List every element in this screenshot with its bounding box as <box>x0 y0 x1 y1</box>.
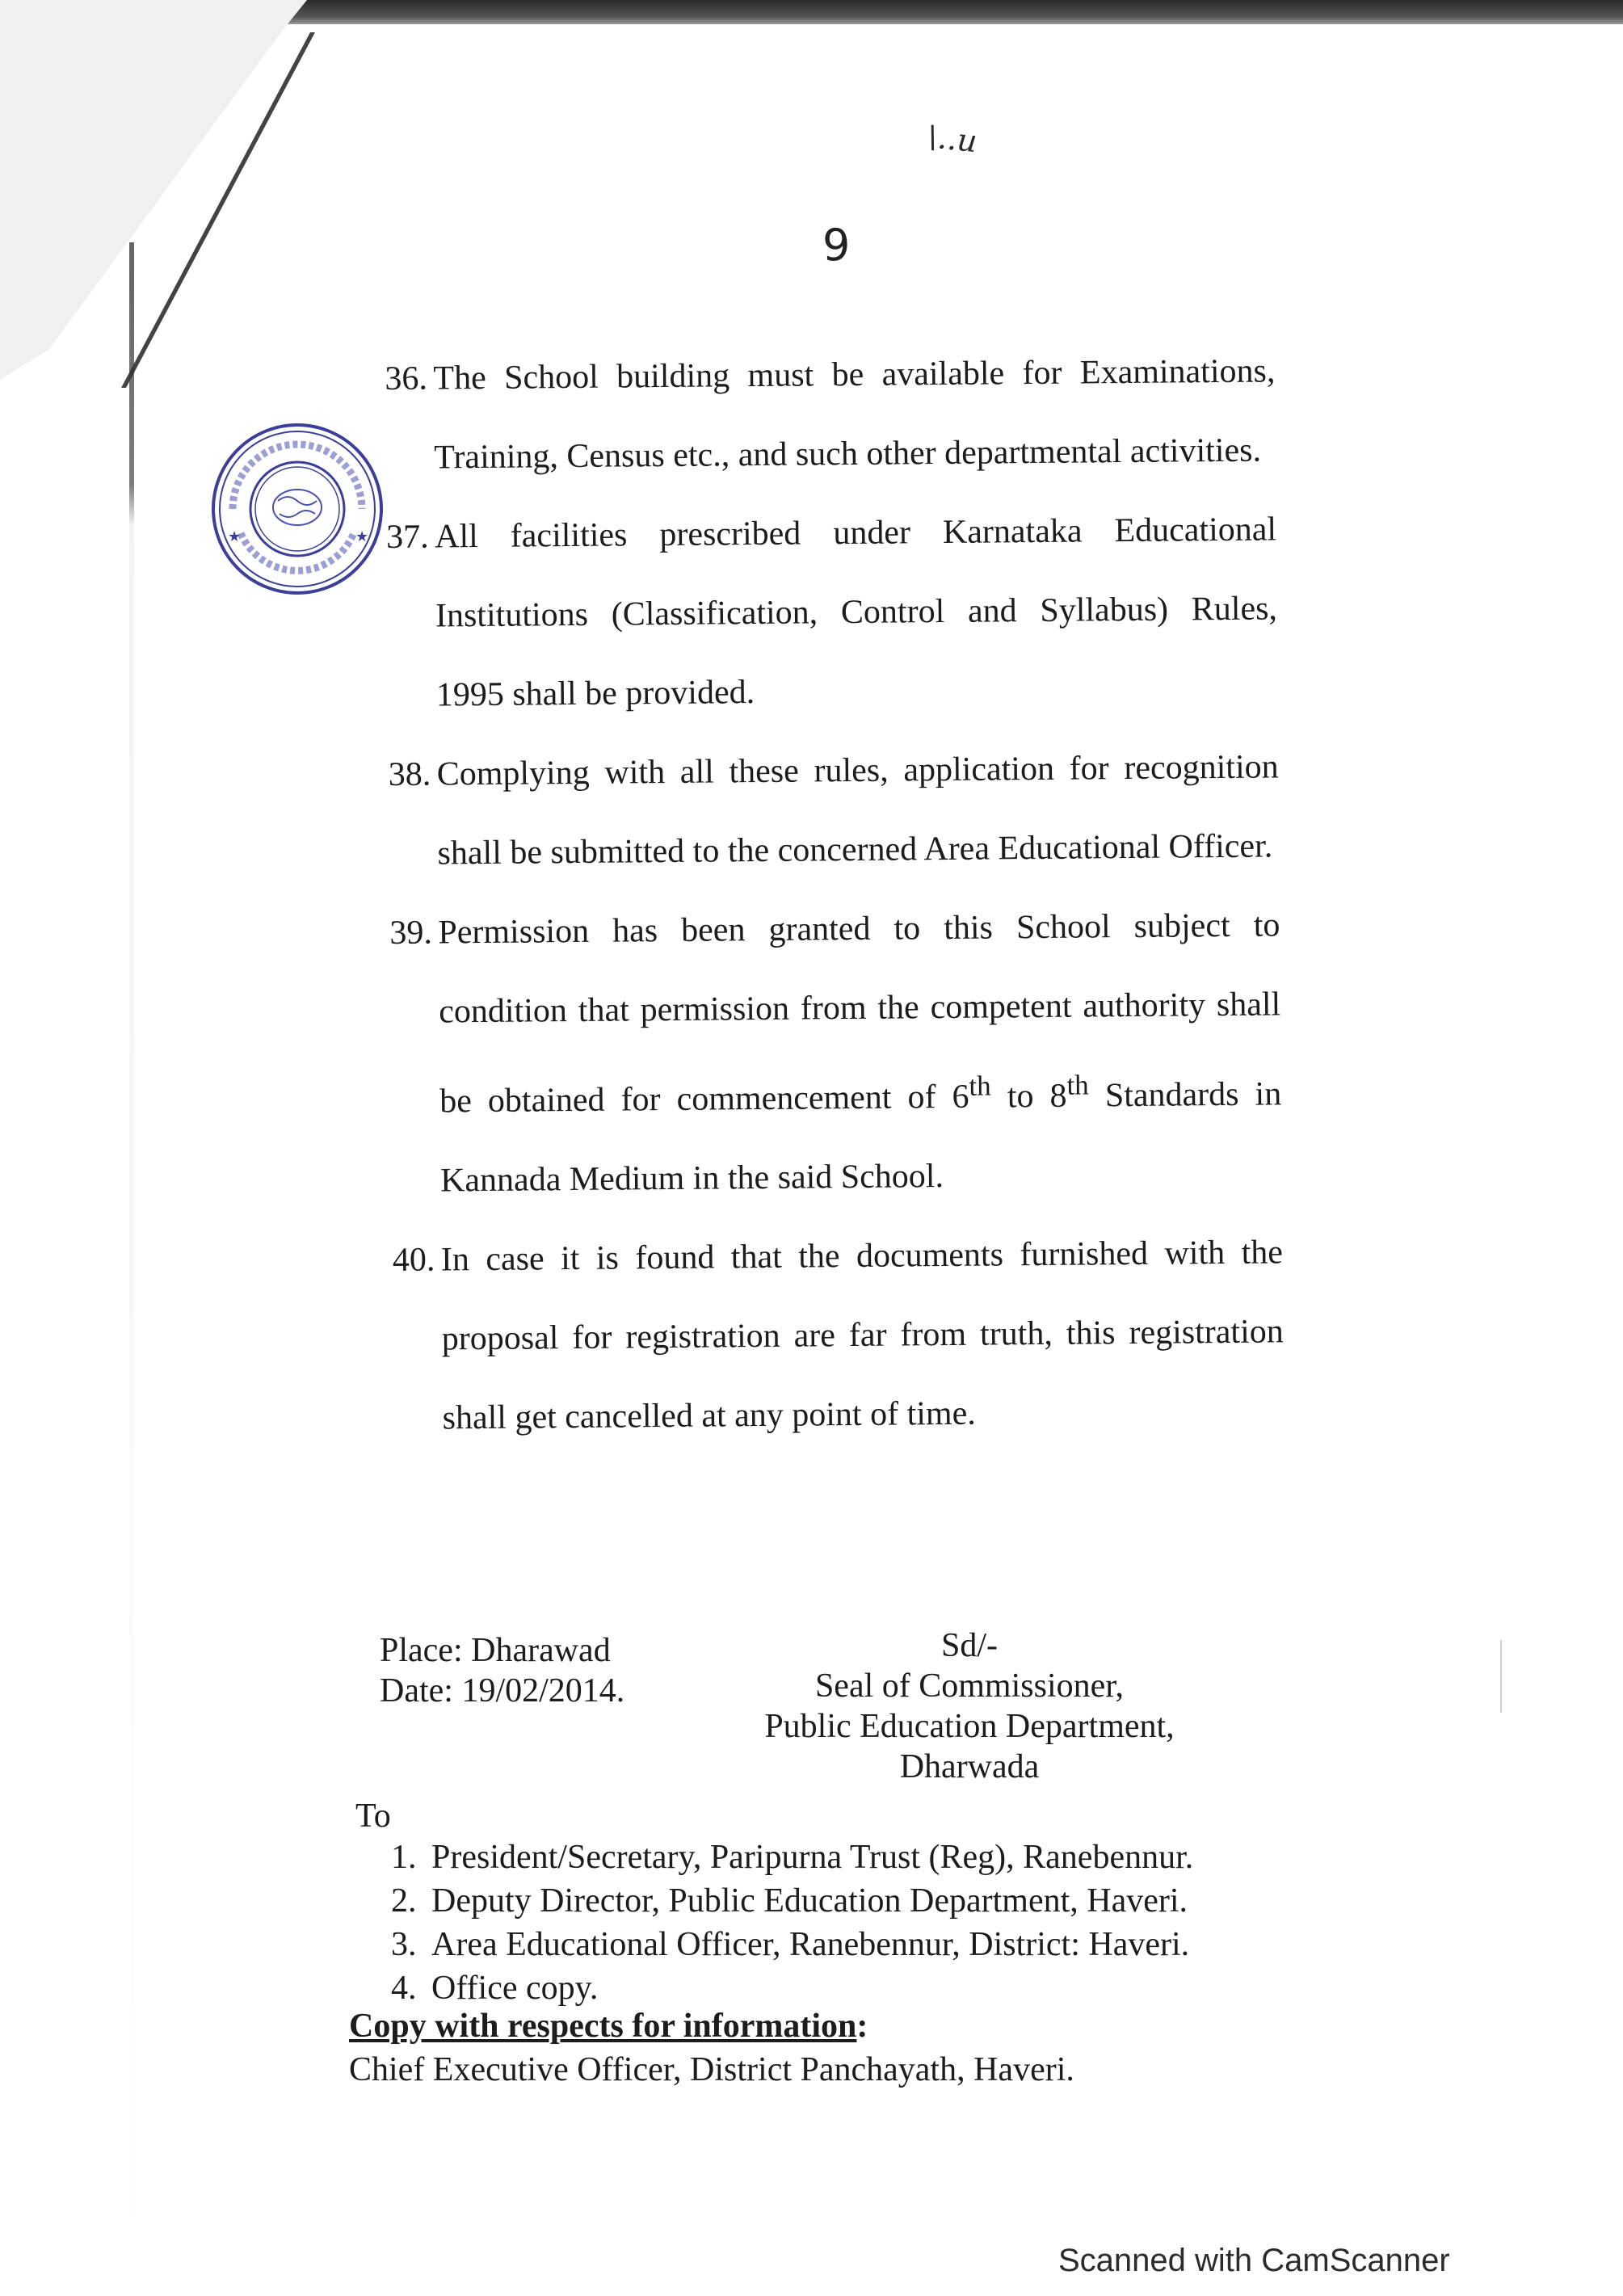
signatory-line: Public Education Department, <box>764 1708 1175 1745</box>
scan-right-mark <box>1500 1640 1502 1713</box>
page-number: 9 <box>822 220 851 271</box>
condition-item <box>386 331 1276 498</box>
list-item <box>391 1836 1193 1879</box>
svg-text:★: ★ <box>355 528 369 545</box>
item-text: In case it is found that the documents furnished with the proposal for registration are far from truth, this registration shall get cancelled at any point of time. <box>440 1234 1284 1437</box>
condition-item <box>385 490 1279 735</box>
condition-item <box>394 1213 1285 1458</box>
item-text: All facilities prescribed under Karnataka Educational Institutions (Classification, Control and Syllabus) Rules, 1995 shall be provided. <box>434 511 1278 714</box>
place-line: Place: Dharawad <box>380 1632 611 1669</box>
item-text <box>438 885 1282 1220</box>
superscript-ordinal: th <box>969 1070 991 1102</box>
item-number: 38. <box>388 755 431 793</box>
date-line: Date: 19/02/2014. <box>380 1672 625 1709</box>
scan-left-edge <box>129 242 134 2262</box>
recipient-text: Deputy Director, Public Education Department, Haveri. <box>431 1882 1188 1920</box>
copy-info-recipient: Chief Executive Officer, District Panchayath, Haveri. <box>349 2051 1074 2088</box>
superscript-ordinal: th <box>1066 1069 1089 1101</box>
translation-seal-stamp <box>208 420 386 598</box>
list-item <box>391 1966 1193 2010</box>
item-number: 40. <box>392 1241 435 1279</box>
copy-heading-colon: : <box>856 2008 868 2045</box>
copy-heading-text: Copy with respects for information <box>349 2008 857 2045</box>
recipient-text: President/Secretary, Paripurna Trust (Reg), Ranebennur. <box>431 1839 1194 1876</box>
item-text-part: Permission has been granted to this School subject to condition that permission from the competent authority shall be obtained for commencement of 6 <box>438 906 1281 1121</box>
list-number: 2. <box>391 1882 417 1920</box>
list-number: 3. <box>391 1926 417 1963</box>
item-number: 36. <box>385 360 428 398</box>
item-number: 39. <box>389 914 433 952</box>
conditions-list <box>386 331 1285 1458</box>
list-item <box>391 1923 1193 1966</box>
item-text-part: to 8 <box>990 1077 1067 1116</box>
recipient-text: Office copy. <box>431 1970 599 2007</box>
item-text: The School building must be available for Examinations, Training, Census etc., and such other departmental activities. <box>433 352 1276 477</box>
list-number: 1. <box>391 1839 417 1876</box>
place-date-block <box>380 1630 624 1711</box>
condition-item <box>391 885 1282 1221</box>
signed-mark: Sd/- <box>940 1627 998 1664</box>
svg-text:★: ★ <box>228 528 242 545</box>
signatory-line: Seal of Commissioner, <box>814 1667 1125 1705</box>
item-text: Complying with all these rules, application for recognition shall be submitted to the concerned Area Educational Officer. <box>436 748 1279 873</box>
signature-block <box>727 1625 1212 1787</box>
signatory-line: Dharwada <box>899 1748 1040 1785</box>
camscanner-watermark: Scanned with CamScanner <box>1058 2243 1450 2278</box>
item-text-part: Standards in Kannada Medium in the said School. <box>439 1075 1282 1200</box>
item-number: 37. <box>385 518 429 557</box>
copy-info-heading <box>349 2007 868 2046</box>
condition-item <box>389 727 1280 894</box>
list-number: 4. <box>391 1970 417 2007</box>
list-item <box>391 1879 1193 1923</box>
recipient-list <box>391 1836 1193 2010</box>
to-label: To <box>355 1798 391 1835</box>
recipient-text: Area Educational Officer, Ranebennur, District: Haveri. <box>431 1926 1190 1963</box>
handwritten-initials: \..u <box>925 118 979 160</box>
